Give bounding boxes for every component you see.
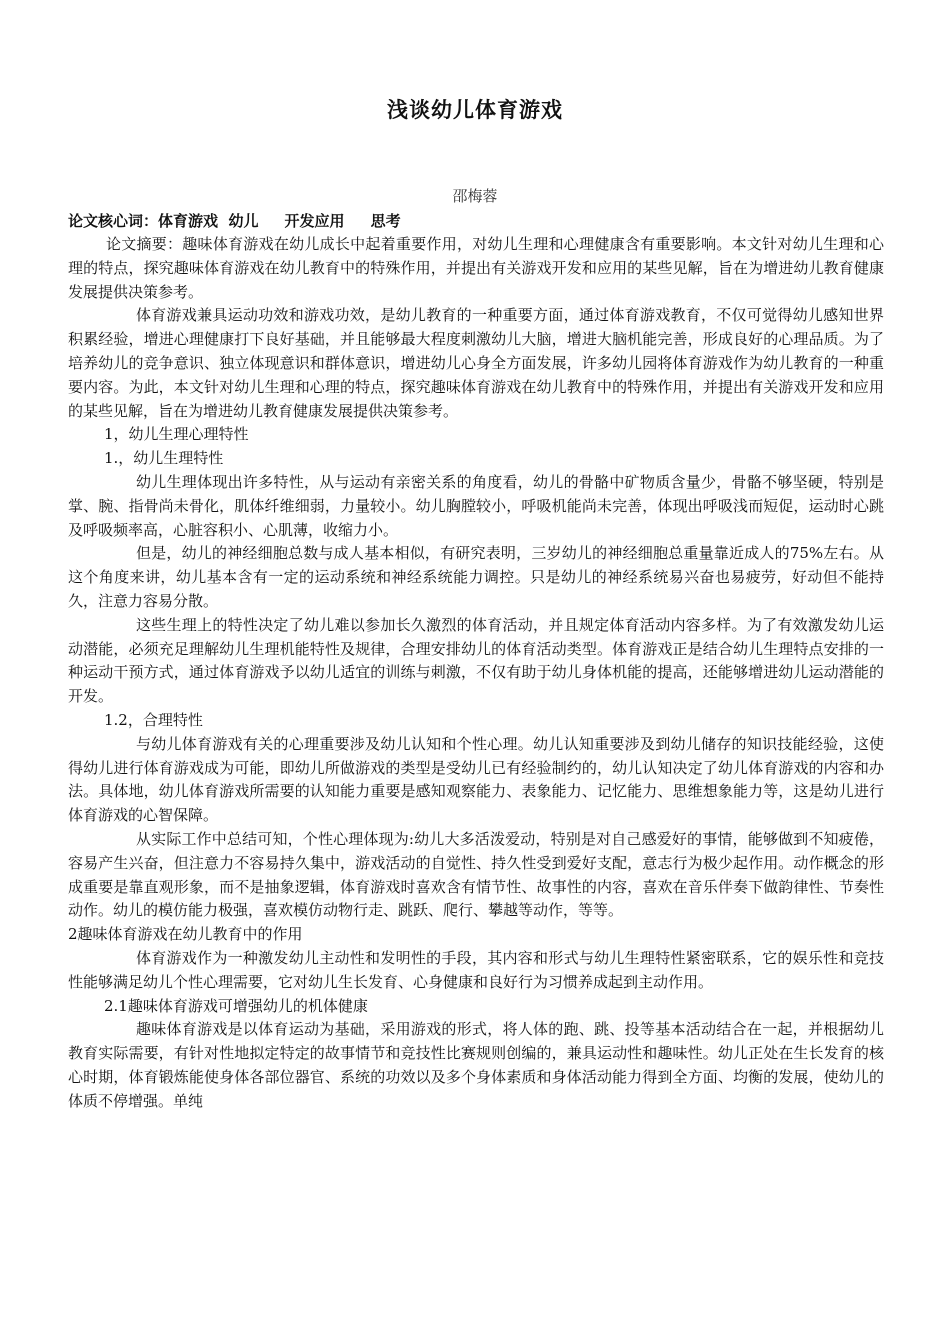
section-heading: 1.2，合理特性 [104,710,203,729]
keywords-line: 论文核心词：体育游戏 幼儿 开发应用 思考 [68,212,401,230]
body-paragraph: 幼儿生理体现出许多特性，从与运动有亲密关系的角度看，幼儿的骨骼中矿物质含量少，骨骼不够坚硬，特别是掌、腕、指骨尚未骨化，肌体纤维细弱，力量较小。幼儿胸膛较小，呼吸机能尚未完善，体现出呼吸浅而短促，运动时心跳及呼吸频率高，心脏容积小、心肌薄，收缩力小。 [68,472,884,539]
body-paragraph: 体育游戏兼具运动功效和游戏功效，是幼儿教育的一种重要方面，通过体育游戏教育，不仅可觉得幼儿感知世界积累经验，增进心理健康打下良好基础，并且能够最大程度刺激幼儿大脑，增进大脑机能完善，形成良好的心理品质。为了培养幼儿的竞争意识、独立体现意识和群体意识，增进幼儿心身全方面发展，许多幼儿园将体育游戏作为幼儿教育的一种重要内容。为此，本文针对幼儿生理和心理的特点，探究趣味体育游戏在幼儿教育中的特殊作用，并提出有关游戏开发和应用的某些见解，旨在为增进幼儿教育健康发展提供决策参考。 [68,306,884,420]
body-paragraph: 从实际工作中总结可知，个性心理体现为:幼儿大多活泼爱动，特别是对自己感爱好的事情，能够做到不知疲倦，容易产生兴奋，但注意力不容易持久集中，游戏活动的自觉性、持久性受到爱好支配，意志行为极少起作用。动作概念的形成重要是靠直观形象，而不是抽象逻辑，体育游戏时喜欢含有情节性、故事性的内容，喜欢在音乐伴奏下做韵律性、节奏性动作。幼儿的模仿能力极强，喜欢模仿动物行走、跳跃、爬行、攀越等动作，等等。 [68,829,884,920]
section-heading: 2趣味体育游戏在幼儿教育中的作用 [68,925,303,944]
document-title: 浅谈幼儿体育游戏 [387,98,563,122]
body-paragraph: 体育游戏作为一种激发幼儿主动性和发明性的手段，其内容和形式与幼儿生理特性紧密联系，它的娱乐性和竞技性能够满足幼儿个性心理需要，它对幼儿生长发育、心身健康和良好行为习惯养成起到主动作用。 [68,948,884,991]
section-heading: 1，幼儿生理心理特性 [104,425,249,444]
section-heading: 2.1趣味体育游戏可增强幼儿的机体健康 [104,996,368,1015]
body-paragraph: 与幼儿体育游戏有关的心理重要涉及幼儿认知和个性心理。幼儿认知重要涉及到幼儿储存的知识技能经验，这使得幼儿进行体育游戏成为可能，即幼儿所做游戏的类型是受幼儿已有经验制约的，幼儿认知决定了幼儿体育游戏的内容和办法。具体地，幼儿体育游戏所需要的认知能力重要是感知观察能力、表象能力、记忆能力、思维想象能力等，这是幼儿进行体育游戏的心智保障。 [68,734,884,825]
body-paragraph: 但是，幼儿的神经细胞总数与成人基本相似，有研究表明，三岁幼儿的神经细胞总重量靠近成人的75%左右。从这个角度来讲，幼儿基本含有一定的运动系统和神经系统能力调控。只是幼儿的神经系统易兴奋也易疲劳，好动但不能持久，注意力容易分散。 [68,544,884,610]
body-paragraph: 这些生理上的特性决定了幼儿难以参加长久激烈的体育活动，并且规定体育活动内容多样。为了有效激发幼儿运动潜能，必须充足理解幼儿生理机能特性及规律，合理安排幼儿的体育活动类型。体育游戏正是结合幼儿生理特点安排的一种运动干预方式，通过体育游戏予以幼儿适宜的训练与刺激，不仅有助于幼儿身体机能的提高，还能够增进幼儿运动潜能的开发。 [68,615,884,706]
body-paragraph: 趣味体育游戏是以体育运动为基础，采用游戏的形式，将人体的跑、跳、投等基本活动结合在一起，并根据幼儿教育实际需要，有针对性地拟定特定的故事情节和竞技性比赛规则创编的，兼具运动性和趣味性。幼儿正处在生长发育的核心时期，体育锻炼能使身体各部位器官、系统的功效以及多个身体素质和身体活动能力得到全方面、均衡的发展，使幼儿的体质不停增强。单纯 [68,1020,884,1110]
section-heading: 1.，幼儿生理特性 [104,449,224,468]
document-body [68,233,884,1113]
body-paragraph: 论文摘要：趣味体育游戏在幼儿成长中起着重要作用，对幼儿生理和心理健康含有重要影响。本文针对幼儿生理和心理的特点，探究趣味体育游戏在幼儿教育中的特殊作用，并提出有关游戏开发和应用的某些见解，旨在为增进幼儿教育健康发展提供决策参考。 [68,235,884,301]
author-name: 邵梅蓉 [452,187,498,205]
